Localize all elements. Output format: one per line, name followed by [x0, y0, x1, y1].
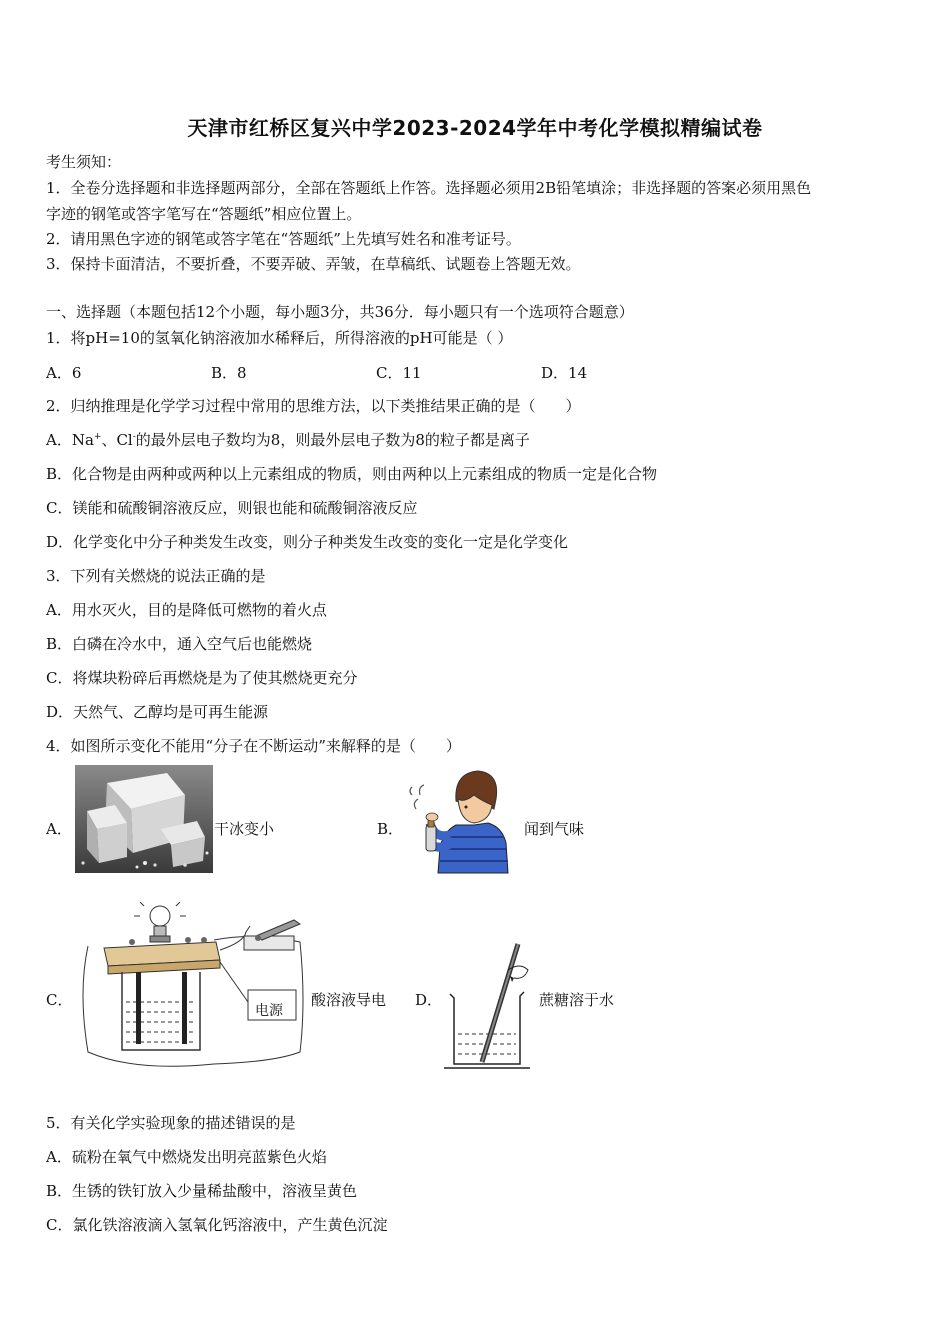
q4-stem: 4．如图所示变化不能用“分子在不断运动”来解释的是（ ） [46, 737, 461, 755]
q1-stem: 1．将pH=10的氢氧化钠溶液加水稀释后，所得溶液的pH可能是（ ） [46, 329, 513, 347]
q1-option-d: D．14 [541, 364, 588, 382]
q4-a-caption: 干冰变小 [214, 820, 275, 838]
notice-item-3: 3．保持卡面清洁，不要折叠，不要弄破、弄皱，在草稿纸、试题卷上答题无效。 [46, 255, 581, 273]
q5-option-b: B．生锈的铁钉放入少量稀盐酸中，溶液呈黄色 [46, 1182, 358, 1200]
q2-option-b: B．化合物是由两种或两种以上元素组成的物质，则由两种以上元素组成的物质一定是化合物 [46, 465, 658, 483]
q2-a-sup1: + [93, 432, 102, 442]
dry-ice-image [75, 765, 213, 873]
q2-option-c: C．镁能和硫酸铜溶液反应，则银也能和硫酸铜溶液反应 [46, 499, 418, 517]
notice-heading: 考生须知： [46, 153, 122, 171]
q4-a-letter: A． [46, 820, 72, 838]
conductivity-apparatus-image [74, 902, 308, 1070]
power-source-label: 电源 [255, 1003, 283, 1019]
q1-option-c: C．11 [376, 364, 422, 382]
q4-c-letter: C． [46, 991, 73, 1009]
q5-option-a: A．硫粉在氧气中燃烧发出明亮蓝紫色火焰 [46, 1148, 327, 1166]
q1-option-a: A．6 [46, 364, 82, 382]
q4-d-letter: D． [415, 991, 443, 1009]
notice-item-1b: 字迹的钢笔或答字笔写在“答题纸”相应位置上。 [46, 205, 362, 223]
q3-option-a: A．用水灭火，目的是降低可燃物的着火点 [46, 601, 327, 619]
notice-item-2: 2．请用黑色字迹的钢笔或答字笔在“答题纸”上先填写姓名和准考证号。 [46, 230, 521, 248]
q2-option-d: D．化学变化中分子种类发生改变，则分子种类发生改变的变化一定是化学变化 [46, 533, 569, 551]
q5-stem: 5．有关化学实验现象的描述错误的是 [46, 1114, 296, 1132]
q1-option-b: B．8 [211, 364, 247, 382]
boy-smelling-image [404, 765, 516, 875]
q2-a-text: A．Na [46, 431, 94, 449]
q3-option-b: B．白磷在冷水中，通入空气后也能燃烧 [46, 635, 313, 653]
q1-options [46, 362, 587, 383]
q4-b-caption: 闻到气味 [524, 820, 585, 838]
q4-c-caption: 酸溶液导电 [311, 991, 387, 1009]
q2-option-a [46, 430, 530, 450]
q4-b-letter: B． [377, 820, 404, 838]
q5-option-c: C．氯化铁溶液滴入氢氧化钙溶液中，产生黄色沉淀 [46, 1216, 388, 1234]
q4-d-caption: 蔗糖溶于水 [539, 991, 615, 1009]
page-title: 天津市红桥区复兴中学2023-2024学年中考化学模拟精编试卷 [187, 116, 763, 140]
q3-option-c: C．将煤块粉碎后再燃烧是为了使其燃烧更充分 [46, 669, 358, 687]
notice-item-1a: 1．全卷分选择题和非选择题两部分，全部在答题纸上作答。选择题必须用2B铅笔填涂；非选择题的答案必须用黑色 [46, 179, 812, 197]
q3-option-d: D．天然气、乙醇均是可再生能源 [46, 703, 269, 721]
section-heading: 一、选择题（本题包括12个小题，每小题3分，共36分．每小题只有一个选项符合题意） [46, 303, 634, 321]
q2-a-text3: 的最外层电子数均为8，则最外层电子数为8的粒子都是离子 [135, 431, 530, 449]
q2-a-sup2: - [132, 432, 136, 442]
q2-stem: 2．归纳推理是化学学习过程中常用的思维方法，以下类推结果正确的是（ ） [46, 397, 581, 415]
sugar-beaker-image [444, 940, 530, 1072]
q2-a-text2: 、Cl [101, 431, 133, 449]
q3-stem: 3．下列有关燃烧的说法正确的是 [46, 567, 266, 585]
